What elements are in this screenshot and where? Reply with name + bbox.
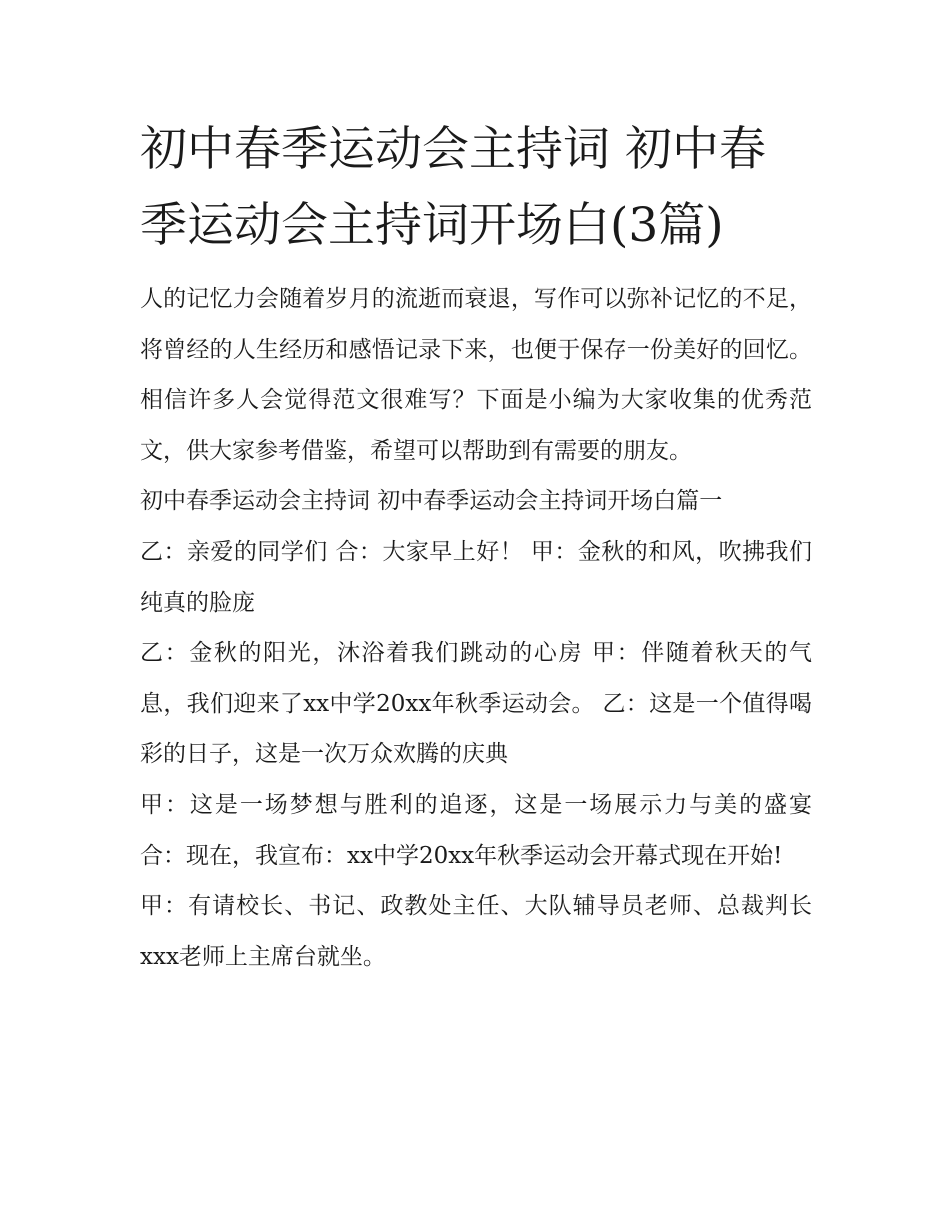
document-page (140, 112, 812, 982)
dialogue-paragraph: 甲：这是一场梦想与胜利的追逐，这是一场展示力与美的盛宴 合：现在，我宣布：xx中学20xx年秋季运动会开幕式现在开始! (140, 791, 812, 869)
intro-paragraph: 人的记忆力会随着岁月的流逝而衰退，写作可以弥补记忆的不足，将曾经的人生经历和感悟记录下来，也便于保存一份美好的回忆。相信许多人会觉得范文很难写？下面是小编为大家收集的优秀范文，供大家参考借鉴，希望可以帮助到有需要的朋友。 (140, 286, 812, 464)
document-body (140, 274, 812, 982)
document-title: 初中春季运动会主持词 初中春季运动会主持词开场白(3篇) (140, 122, 766, 253)
dialogue-paragraph: 甲：有请校长、书记、政教处主任、大队辅导员老师、总裁判长xxx老师上主席台就坐。 (140, 893, 812, 970)
dialogue-paragraph: 乙：金秋的阳光，沐浴着我们跳动的心房 甲：伴随着秋天的气息，我们迎来了xx中学20xx年秋季运动会。 乙：这是一个值得喝彩的日子，这是一次万众欢腾的庆典 (140, 640, 812, 768)
section-heading: 初中春季运动会主持词 初中春季运动会主持词开场白篇一 (140, 488, 723, 515)
dialogue-paragraph: 乙：亲爱的同学们 合：大家早上好！ 甲：金秋的和风，吹拂我们纯真的脸庞 (140, 538, 812, 616)
